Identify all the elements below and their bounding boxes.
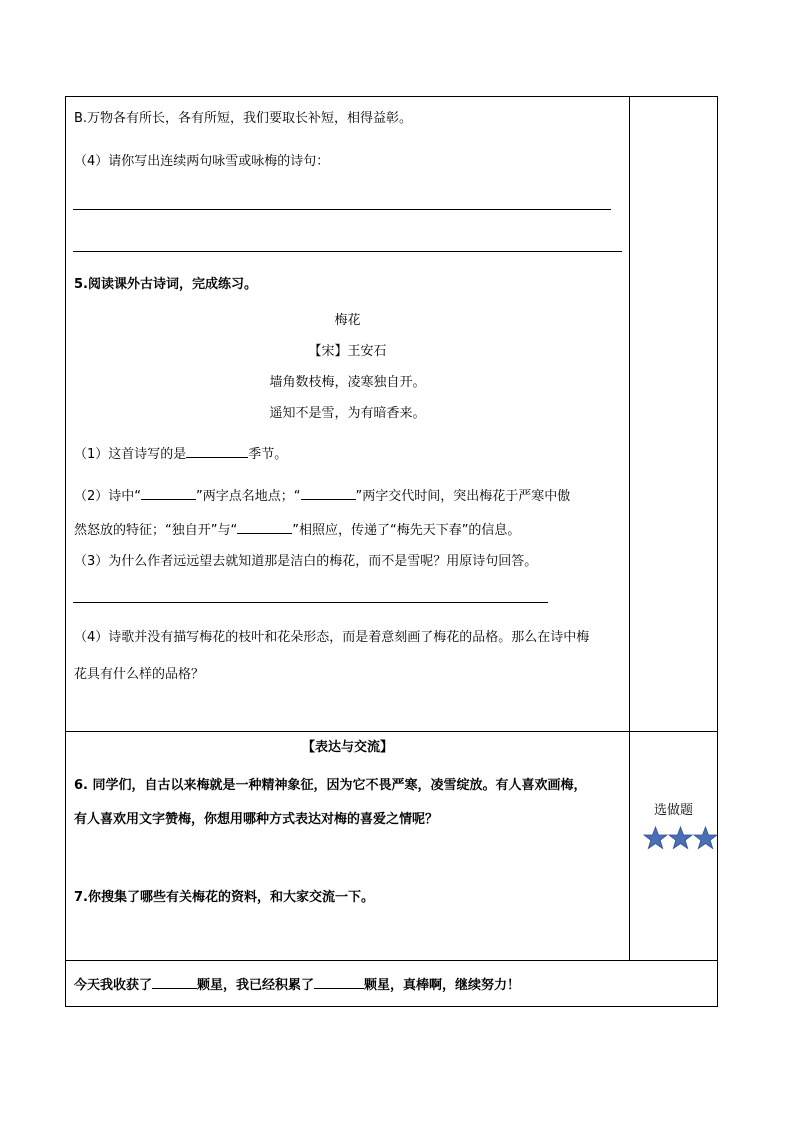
star-icon <box>693 826 718 850</box>
optional-label: 选做题 <box>653 803 693 818</box>
worksheet-table <box>65 96 718 1007</box>
answer-line-2 <box>73 251 622 252</box>
q5-2-part-a: （2）诗中“ <box>74 489 142 504</box>
poem-line-1: 墙角数枝梅，凌寒独自开。 <box>269 375 426 390</box>
q7-question: 7.你搜集了哪些有关梅花的资料，和大家交流一下。 <box>74 890 374 905</box>
footer-cell <box>66 961 718 1007</box>
star-rating <box>643 826 718 850</box>
q5-2-blank-2 <box>301 487 356 500</box>
side-cell-optional <box>630 732 718 961</box>
q5-2-part-d: 然怒放的特征；“独自开”与“ <box>74 523 238 538</box>
q5-4-line2: 花具有什么样的品格？ <box>74 667 205 682</box>
q5-2-question-line1 <box>74 487 570 505</box>
q5-2-blank-1 <box>141 487 196 500</box>
star-icon <box>668 826 693 850</box>
q5-3-question: （3）为什么作者远远望去就知道那是洁白的梅花，而不是雪呢？用原诗句回答。 <box>74 554 538 569</box>
q5-2-part-c: ”两字交代时间，突出梅花于严寒中傲 <box>355 489 571 504</box>
footer-part-1: 今天我收获了 <box>74 978 153 993</box>
q5-1-question <box>74 445 287 463</box>
q5-2-part-b: ”两字点名地点；“ <box>196 489 301 504</box>
q5-1-before: （1）这首诗写的是 <box>74 447 187 462</box>
q5-1-after: 季节。 <box>248 447 288 462</box>
q5-2-blank-3 <box>237 521 292 534</box>
star-icon <box>643 826 668 850</box>
poem-line-2: 遥知不是雪，为有暗香来。 <box>269 406 426 421</box>
side-cell-top <box>630 97 718 732</box>
q5-1-blank <box>186 445 248 458</box>
option-b-text: B.万物各有所长，各有所短，我们要取长补短，相得益彰。 <box>74 111 413 126</box>
poem-title: 梅花 <box>334 313 361 328</box>
footer-blank-2 <box>314 976 364 989</box>
expression-section-cell <box>66 732 630 961</box>
reading-section-cell <box>66 97 630 732</box>
footer-part-2: 颗星，我已经积累了 <box>197 978 315 993</box>
q6-line1: 6. 同学们，自古以来梅就是一种精神象征，因为它不畏严寒，凌雪绽放。有人喜欢画梅， <box>74 778 587 793</box>
footer-part-3: 颗星，真棒啊，继续努力！ <box>364 978 521 993</box>
footer-text <box>74 976 520 994</box>
poem-author: 【宋】王安石 <box>308 344 387 359</box>
footer-blank-1 <box>152 976 197 989</box>
answer-line-1 <box>73 209 611 210</box>
q6-line2: 有人喜欢用文字赞梅，你想用哪种方式表达对梅的喜爱之情呢？ <box>74 812 439 827</box>
q5-heading: 5.阅读课外古诗词，完成练习。 <box>74 277 257 292</box>
expression-heading: 【表达与交流】 <box>301 740 393 755</box>
q5-2-part-e: ”相照应，传递了“梅先天下春”的信息。 <box>292 523 521 538</box>
q5-4-line1: （4）诗歌并没有描写梅花的枝叶和花朵形态，而是着意刻画了梅花的品格。那么在诗中梅 <box>74 630 590 645</box>
q5-3-answer-line <box>73 602 548 603</box>
q5-2-question-line2 <box>74 521 520 539</box>
q4-prompt: （4）请你写出连续两句咏雪或咏梅的诗句： <box>74 154 330 169</box>
